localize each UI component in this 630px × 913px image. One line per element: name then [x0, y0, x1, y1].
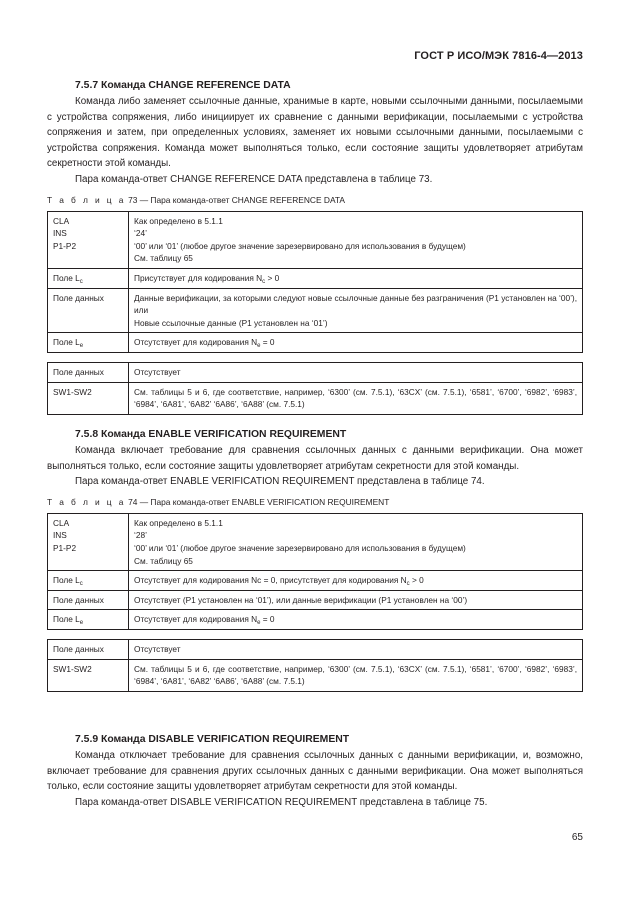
- description-cell: Как определено в 5.1.1 ‘28’ ‘00’ или ‘01’ (любое другое значение зарезервировано для использования в будущем) См. таблицу 65: [129, 513, 583, 570]
- section-7-5-7: [47, 78, 583, 415]
- table-row: [48, 513, 583, 570]
- table-row: [48, 211, 583, 268]
- description-cell: Отсутствует для кодирования $N_e = 0$: [129, 333, 583, 353]
- section-7-5-8: [47, 427, 583, 692]
- table-row: [48, 288, 583, 333]
- description-cell: Отсутствует для кодирования Nc = 0, присутствует для кодирования $N_c > 0$: [129, 571, 583, 591]
- description-cell: Присутствует для кодирования $N_c > 0$: [129, 268, 583, 288]
- table-caption: Т а б л и ц а 74 — Пара команда-ответ ENABLE VERIFICATION REQUIREMENT: [47, 496, 390, 507]
- table-row: [48, 659, 583, 691]
- paragraph: Пара команда-ответ ENABLE VERIFICATION REQUIREMENT представлена в таблице 74.: [75, 476, 485, 488]
- field-cell: CLA INS P1-P2: [48, 513, 129, 570]
- table-row: [48, 333, 583, 353]
- section-heading: 7.5.8 Команда ENABLE VERIFICATION REQUIREMENT: [75, 429, 347, 440]
- field-cell: Поле данных: [48, 639, 129, 659]
- field-cell: Поле $L_c$: [48, 268, 129, 288]
- field-cell: Поле данных: [48, 288, 129, 333]
- table-row: [48, 639, 583, 659]
- command-table: [47, 211, 583, 353]
- description-cell: Отсутствует: [129, 639, 583, 659]
- table-row: [48, 362, 583, 382]
- description-cell: Данные верификации, за которыми следуют новые ссылочные данные без разграничения (P1 установлен на ‘00’), или Новые ссылочные данные (P1 установлен на ‘01’): [129, 288, 583, 333]
- field-cell: SW1-SW2: [48, 659, 129, 691]
- table-row: [48, 590, 583, 610]
- paragraph: Пара команда-ответ DISABLE VERIFICATION REQUIREMENT представлена в таблице 75.: [75, 796, 488, 808]
- description-cell: См. таблицы 5 и 6, где соответствие, например, ‘6300’ (см. 7.5.1), ‘63CX’ (см. 7.5.1), ‘6581’, ‘6700’, ‘6982’, ‘6983’, ‘6984’, ‘6A81’, ‘6A82’ ‘6A86’, ‘6A88’ (см. 7.5.1): [129, 382, 583, 414]
- response-table: [47, 639, 583, 692]
- document-header: ГОСТ Р ИСО/МЭК 7816-4—2013: [414, 50, 583, 62]
- field-cell: SW1-SW2: [48, 382, 129, 414]
- field-cell: Поле $L_e$: [48, 333, 129, 353]
- table-row: [48, 382, 583, 414]
- field-cell: Поле $L_e$: [48, 610, 129, 630]
- description-cell: Как определено в 5.1.1 ‘24’ ‘00’ или ‘01’ (любое другое значение зарезервировано для использования в будущем) См. таблицу 65: [129, 211, 583, 268]
- command-table: [47, 513, 583, 630]
- table-row: [48, 610, 583, 630]
- table-caption: Т а б л и ц а 73 — Пара команда-ответ CHANGE REFERENCE DATA: [47, 194, 345, 205]
- description-cell: См. таблицы 5 и 6, где соответствие, например, ‘6300’ (см. 7.5.1), ‘63CX’ (см. 7.5.1), ‘6581’, ‘6700’, ‘6982’, ‘6983’, ‘6984’, ‘6A81’, ‘6A82’ ‘6A86’, ‘6A88’ (см. 7.5.1): [129, 659, 583, 691]
- field-cell: CLA INS P1-P2: [48, 211, 129, 268]
- field-cell: Поле $L_c$: [48, 571, 129, 591]
- section-7-5-9: [47, 732, 583, 810]
- description-cell: Отсутствует (P1 установлен на ‘01’), или данные верификации (P1 установлен на ‘00’): [129, 590, 583, 610]
- field-cell: Поле данных: [48, 362, 129, 382]
- description-cell: Отсутствует для кодирования $N_e = 0$: [129, 610, 583, 630]
- table-row: [48, 268, 583, 288]
- paragraph: Команда отключает требование для сравнения ссылочных данных с данными верификации, и, возможно, включает требование для сравнения других ссылочных данных с данными верификации. Она может выполняться только, если состояние защиты удовлетворяет атрибутам секретности для этой команды.: [47, 750, 583, 793]
- section-heading: 7.5.9 Команда DISABLE VERIFICATION REQUIREMENT: [75, 734, 350, 745]
- paragraph: Команда либо заменяет ссылочные данные, хранимые в карте, новыми ссылочными данными, посылаемыми с устройства сопряжения, либо инициирует их сравнение с данными верификации, посылаемыми с устройства сопряжения и затем, при определенных условиях, заменяет их новыми ссылочными данными, посылаемыми с устройства сопряжения. Команда может выполняться только, если состояние защиты удовлетворяет атрибутам секретности этой команды.: [47, 96, 583, 170]
- paragraph: Пара команда-ответ CHANGE REFERENCE DATA представлена в таблице 73.: [75, 173, 433, 185]
- table-row: [48, 571, 583, 591]
- section-heading: 7.5.7 Команда CHANGE REFERENCE DATA: [75, 80, 291, 91]
- page-number: 65: [571, 832, 583, 843]
- description-cell: Отсутствует: [129, 362, 583, 382]
- field-cell: Поле данных: [48, 590, 129, 610]
- paragraph: Команда включает требование для сравнения ссылочных данных с данными верификации. Она может выполняться только, если состояние защиты удовлетворяет атрибутам секретности для этой команды.: [47, 445, 583, 472]
- response-table: [47, 362, 583, 415]
